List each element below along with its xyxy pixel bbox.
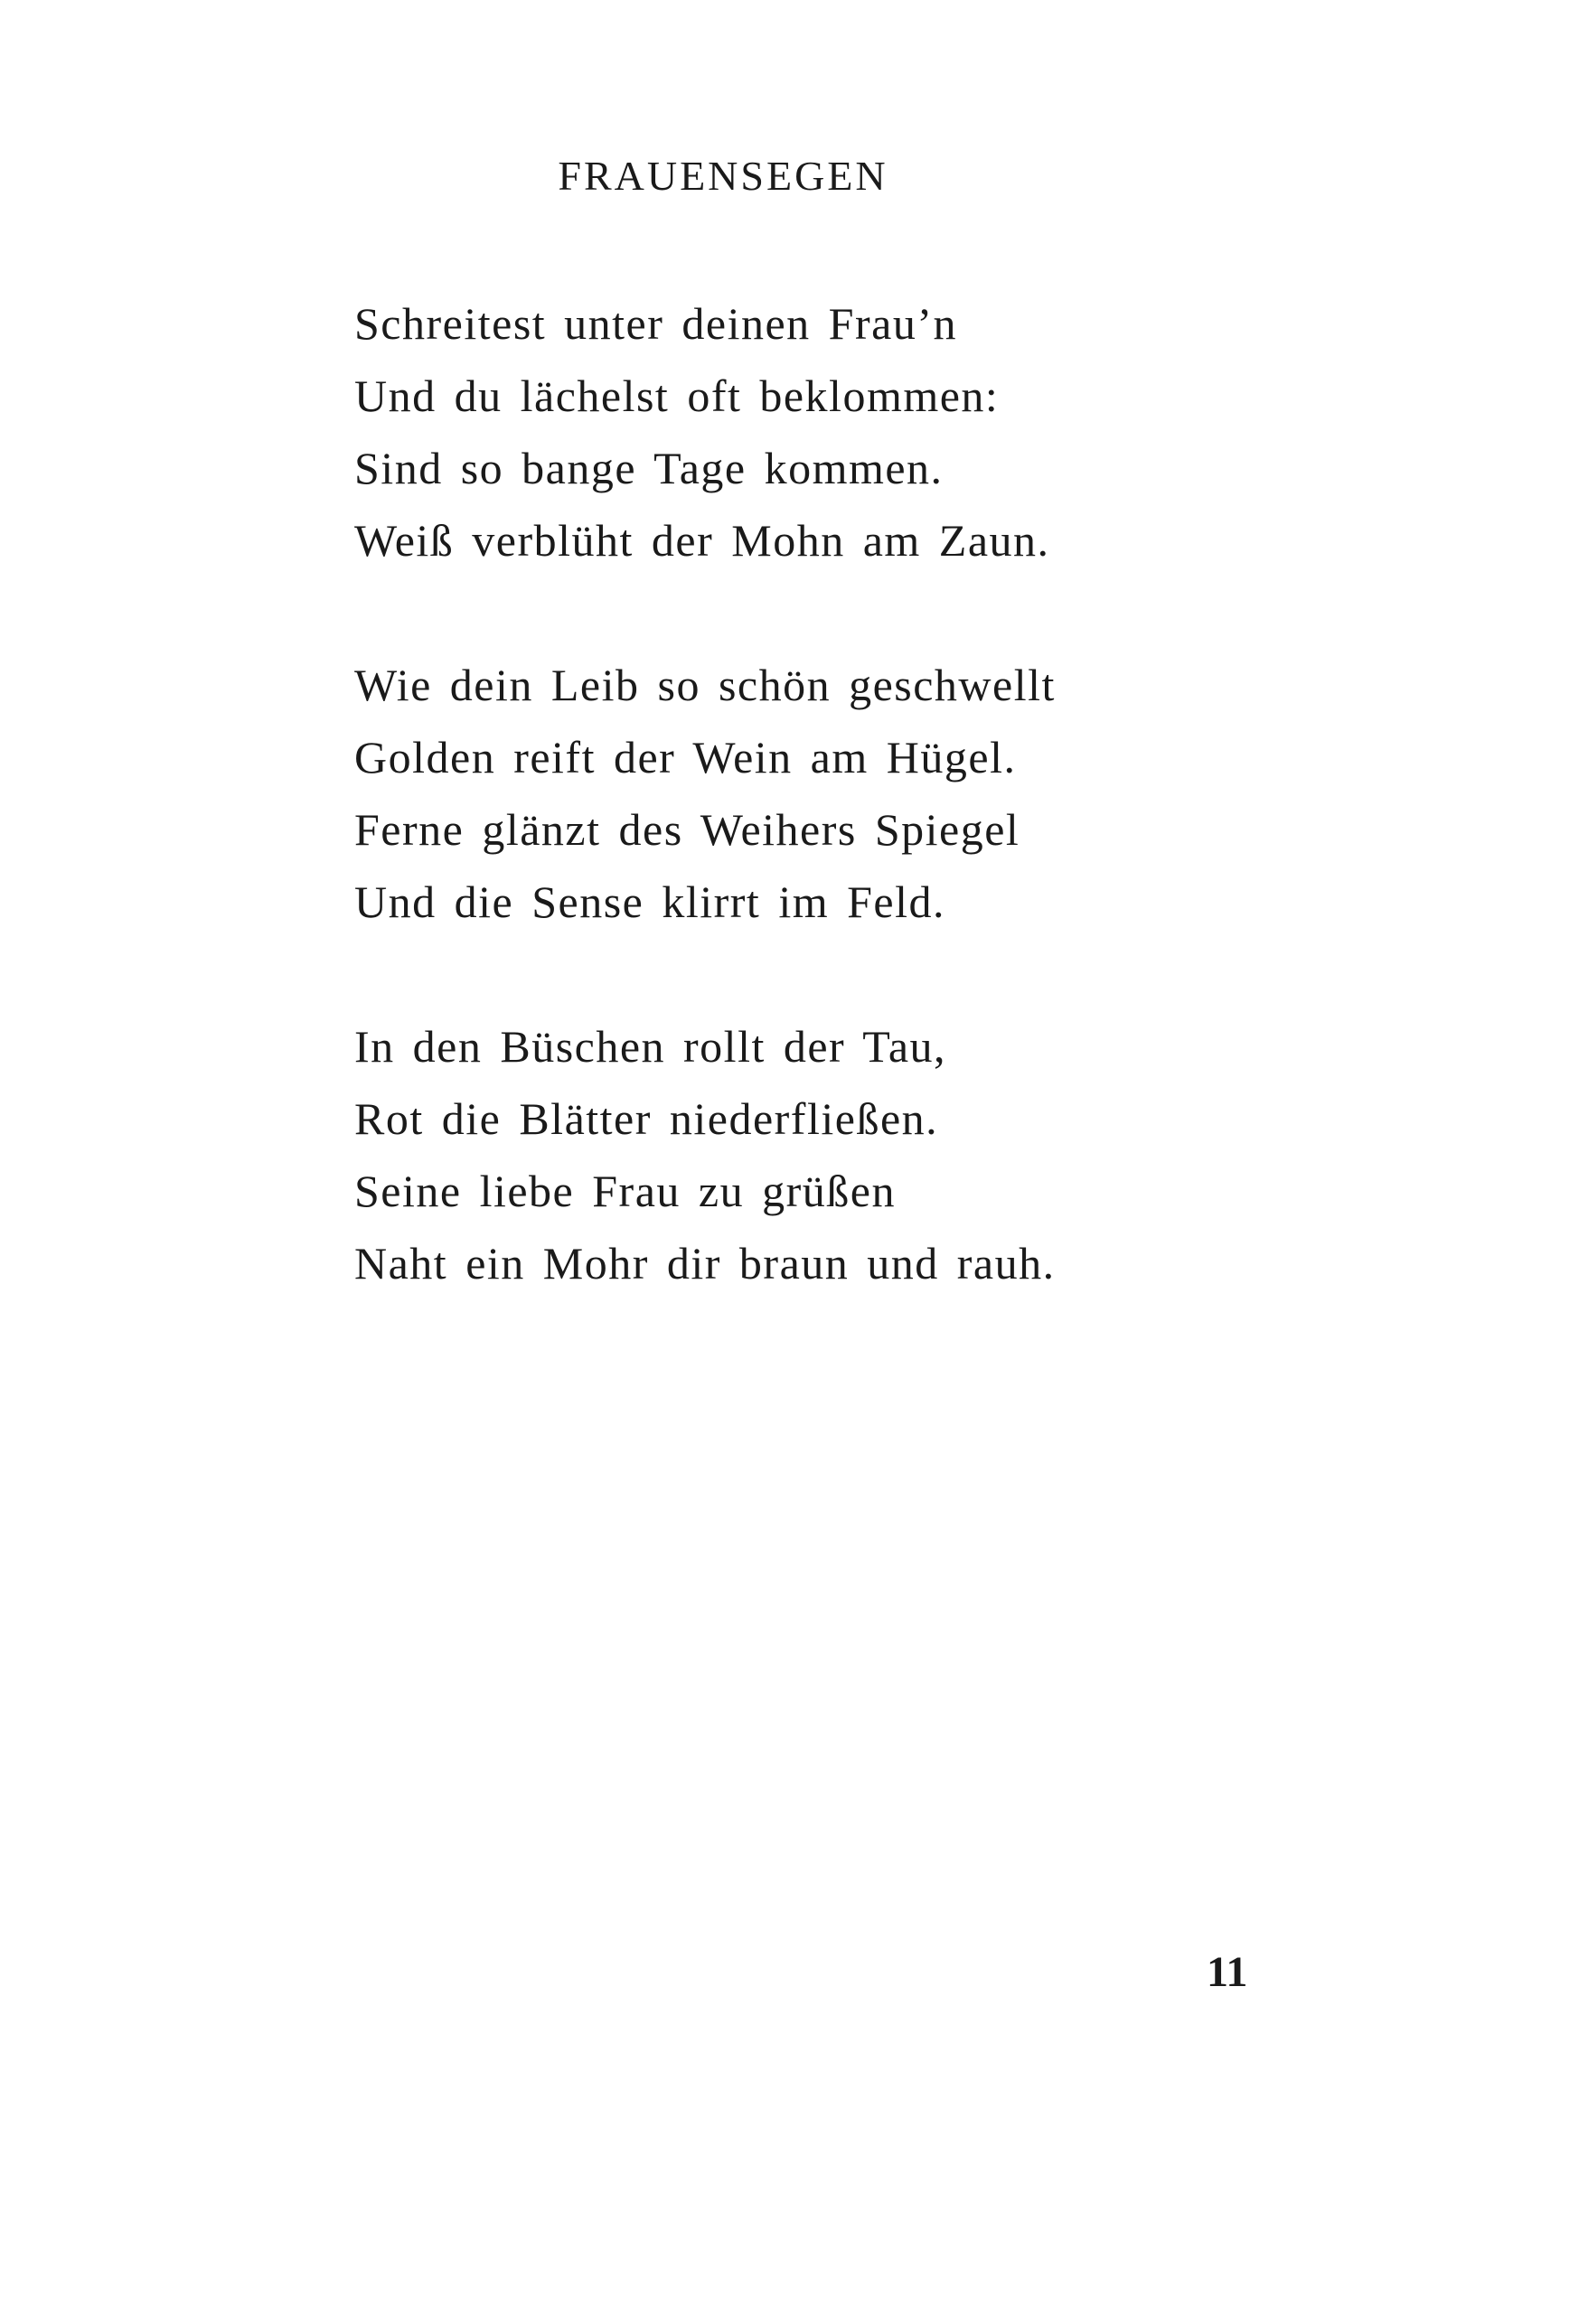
poem-line: Weiß verblüht der Mohn am Zaun. [354, 515, 1050, 566]
poem-line: Und die Sense klirrt im Feld. [354, 876, 945, 927]
poem-body [354, 287, 1349, 1372]
poem-line: Wie dein Leib so schön geschwellt [354, 660, 1056, 710]
poem-line: In den Büschen rollt der Tau, [354, 1021, 947, 1072]
stanza-3 [354, 1010, 1349, 1299]
poem-line: Ferne glänzt des Weihers Spiegel [354, 804, 1020, 855]
poem-line: Golden reift der Wein am Hügel. [354, 732, 1017, 782]
stanza-1 [354, 287, 1349, 576]
poem-line: Rot die Blätter niederfließen. [354, 1093, 939, 1144]
poem-line: Sind so bange Tage kommen. [354, 443, 944, 493]
stanza-2 [354, 649, 1349, 938]
page-number: 11 [1207, 1948, 1248, 1996]
poem-line: Schreitest unter deinen Frau’n [354, 298, 957, 349]
poem-line: Und du lächelst oft beklommen: [354, 370, 1000, 421]
poem-line: Naht ein Mohr dir braun und rauh. [354, 1238, 1056, 1289]
poem-line: Seine liebe Frau zu grüßen [354, 1166, 896, 1216]
poem-title: FRAUENSEGEN [558, 153, 888, 199]
